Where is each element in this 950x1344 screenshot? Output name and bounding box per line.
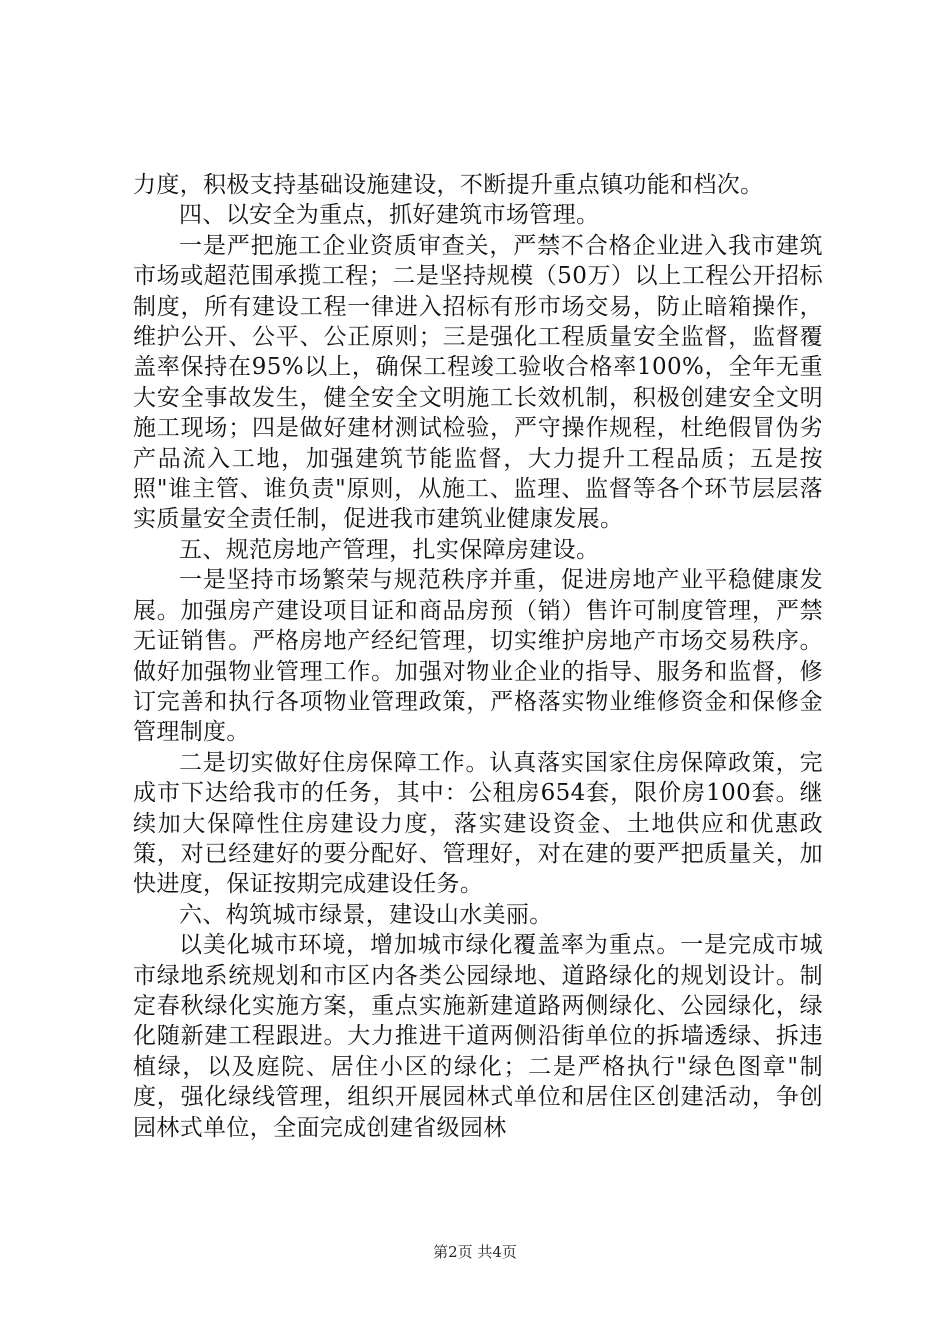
page-number-footer: 第2页 共4页 bbox=[433, 1243, 517, 1261]
document-body bbox=[133, 170, 823, 1143]
section-heading-5: 五、规范房地产管理，扎实保障房建设。 bbox=[179, 536, 600, 563]
paragraph-3: 一是坚持市场繁荣与规范秩序并重，促进房地产业平稳健康发展。加强房产建设项目证和商品房预（销）售许可制度管理，严禁无证销售。严格房地产经纪管理，切实维护房地产市场交易秩序。做好加强物业管理工作。加强对物业企业的指导、服务和监督，修订完善和执行各项物业管理政策，严格落实物业维修资金和保修金管理制度。 bbox=[133, 567, 823, 746]
paragraph-4: 二是切实做好住房保障工作。认真落实国家住房保障政策，完成市下达给我市的任务，其中：公租房654套，限价房100套。继续加大保障性住房建设力度，落实建设资金、土地供应和优惠政策，对已经建好的要分配好、管理好，对在建的要严把质量关，加快进度，保证按期完成建设任务。 bbox=[133, 749, 823, 898]
section-heading-4: 四、以安全为重点，抓好建筑市场管理。 bbox=[179, 202, 600, 229]
section-heading-6: 六、构筑城市绿景，建设山水美丽。 bbox=[179, 901, 553, 928]
paragraph-2: 一是严把施工企业资质审查关，严禁不合格企业进入我市建筑市场或超范围承揽工程；二是坚持规模（50万）以上工程公开招标制度，所有建设工程一律进入招标有形市场交易，防止暗箱操作，维护公开、公平、公正原则；三是强化工程质量安全监督，监督覆盖率保持在95%以上，确保工程竣工验收合格率100%，全年无重大安全事故发生，健全安全文明施工长效机制，积极创建安全文明施工现场；四是做好建材测试检验，严守操作规程，杜绝假冒伪劣产品流入工地，加强建筑节能监督，大力提升工程品质；五是按照"谁主管、谁负责"原则，从施工、监理、监督等各个环节层层落实质量安全责任制，促进我市建筑业健康发展。 bbox=[133, 232, 823, 533]
paragraph-1: 力度，积极支持基础设施建设，不断提升重点镇功能和档次。 bbox=[133, 172, 764, 198]
paragraph-5: 以美化城市环境，增加城市绿化覆盖率为重点。一是完成市城市绿地系统规划和市区内各类公园绿地、道路绿化的规划设计。制定春秋绿化实施方案，重点实施新建道路两侧绿化、公园绿化，绿化随新建工程跟进。大力推进干道两侧沿街单位的拆墙透绿、拆违植绿，以及庭院、居住小区的绿化；二是严格执行"绿色图章"制度，强化绿线管理，组织开展园林式单位和居住区创建活动，争创园林式单位，全面完成创建省级园林 bbox=[133, 932, 823, 1141]
